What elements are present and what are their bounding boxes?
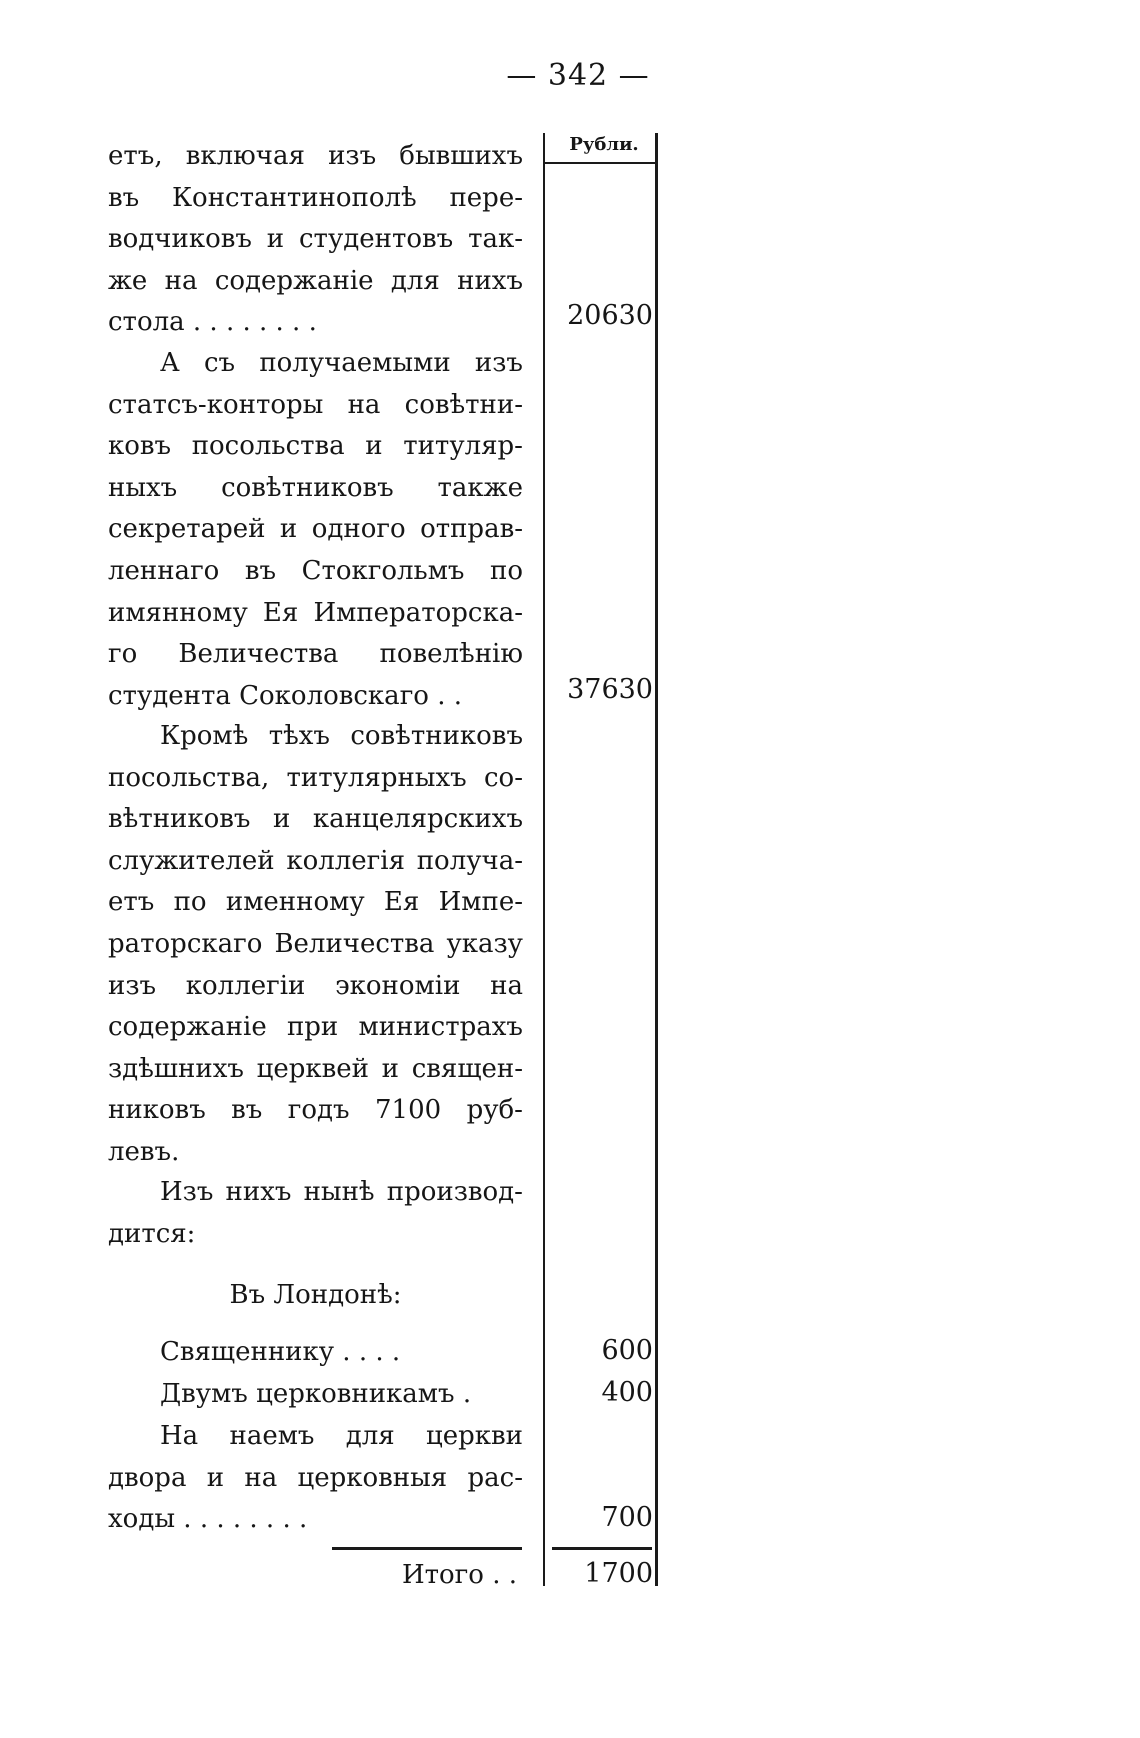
- text-line: студента Соколовскаго . .: [108, 680, 463, 711]
- text-line: Изъ нихъ нынѣ производ-: [160, 1177, 523, 1207]
- text-line: леннаго въ Стокгольмъ по: [108, 555, 523, 586]
- text-line: стола . . . . . . . .: [108, 307, 317, 338]
- section-heading: [108, 1275, 523, 1317]
- item-1-amount: 600: [601, 1335, 653, 1366]
- text-line: содержаніе при министрахъ: [108, 1012, 523, 1043]
- paragraph-4: [108, 1172, 523, 1255]
- column-right-rule: [655, 133, 658, 1586]
- text-line: служителей коллегія получа-: [108, 845, 523, 876]
- text-line: въ Константинополѣ пере-: [108, 182, 523, 213]
- text-line: секретарей и одного отправ-: [108, 514, 523, 545]
- text-line: изъ коллегіи экономіи на: [108, 970, 523, 1001]
- total-row: [108, 1555, 523, 1597]
- text-line: дится:: [108, 1218, 196, 1249]
- total-amount: 1700: [584, 1558, 653, 1589]
- text-line: Двумъ церковникамъ .: [160, 1379, 472, 1409]
- column-header: Рубли.: [569, 134, 639, 155]
- text-line: никовъ въ годъ 7100 руб-: [108, 1095, 523, 1126]
- paragraph-1: [108, 136, 523, 344]
- item-3-amount: 700: [601, 1502, 653, 1533]
- text-line: етъ, включая изъ бывшихъ: [108, 141, 523, 171]
- text-line: здѣшнихъ церквей и священ-: [108, 1053, 523, 1084]
- text-line: раторскаго Величества указу: [108, 928, 523, 959]
- text-line: ковъ посольства и титуляр-: [108, 431, 523, 462]
- text-line: ходы . . . . . . . .: [108, 1504, 308, 1535]
- text-line: етъ по именному Ея Импе-: [108, 887, 523, 918]
- text-line: посольства, титулярныхъ со-: [108, 762, 523, 793]
- text-line: имянному Ея Императорска-: [108, 597, 523, 628]
- text-line: статсъ-конторы на совѣтни-: [108, 389, 523, 420]
- text-line: же на содержаніе для нихъ: [108, 265, 523, 296]
- item-2: [108, 1374, 523, 1416]
- column-header-rule: [545, 162, 657, 164]
- text-line: водчиковъ и студентовъ так-: [108, 224, 523, 255]
- item-2-amount: 400: [601, 1377, 653, 1408]
- text-line: го Величества повелѣнію: [108, 639, 523, 670]
- text-line: ныхъ совѣтниковъ также: [108, 472, 523, 503]
- total-rule-amount: [552, 1547, 652, 1550]
- column-left-rule: [543, 133, 545, 1586]
- text-line: Священнику . . . .: [160, 1337, 401, 1367]
- paragraph-2: [108, 343, 523, 717]
- text-line: вѣтниковъ и канцелярскихъ: [108, 804, 523, 835]
- amount-2: 37630: [567, 674, 653, 705]
- text-line: А съ получаемыми изъ: [160, 348, 523, 378]
- text-line: Кромѣ тѣхъ совѣтниковъ: [160, 721, 523, 751]
- item-3: [108, 1416, 523, 1541]
- text-line: левъ.: [108, 1136, 180, 1167]
- text-line: На наемъ для церкви: [160, 1421, 523, 1451]
- total-rule-text: [332, 1547, 522, 1550]
- item-1: [108, 1332, 523, 1374]
- text-line: двора и на церковныя рас-: [108, 1462, 523, 1493]
- total-label: Итого . .: [401, 1560, 517, 1590]
- amount-1: 20630: [567, 300, 653, 331]
- paragraph-3: [108, 716, 523, 1174]
- heading-text: Въ Лондонѣ:: [229, 1280, 402, 1310]
- page-number: — 342 —: [506, 58, 650, 93]
